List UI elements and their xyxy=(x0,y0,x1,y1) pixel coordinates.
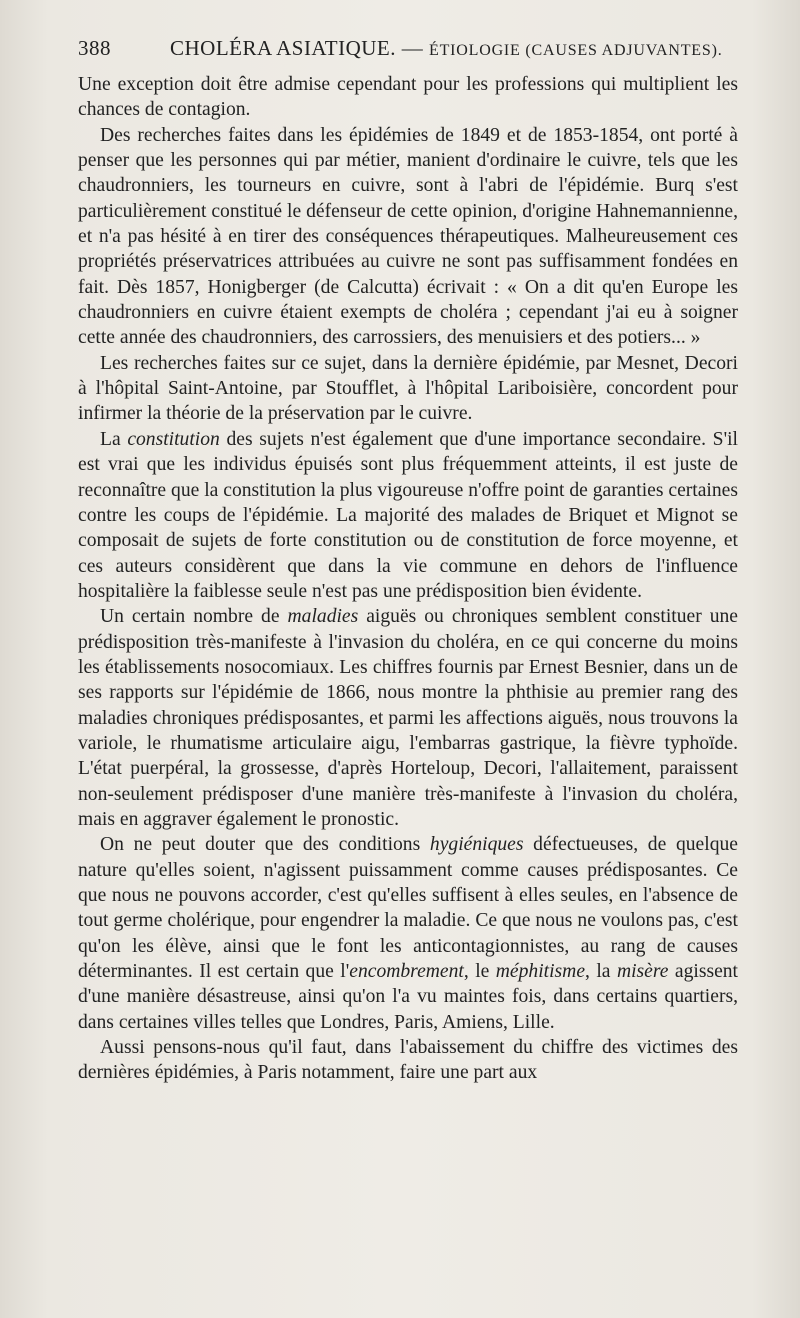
text-run: agissent d'une manière désastreuse, ainsi qu'on l'a vu maintes fois, dans certains quartiers, dans certaines villes telles que Londres, Paris, Amiens, Lille. xyxy=(78,961,739,1033)
italic-term: constitution xyxy=(127,428,220,450)
text-run: La xyxy=(100,428,128,450)
text-run: défectueuses, de quelque nature qu'elles soient, n'agissent puissamment comme causes prédisposantes. Ce que nous ne pouvons accorder, c'est qu'elles suffisent à elles seules, en l'absence de tout germe cholérique, pour engendrer la maladie. Ce que nous ne voulons pas, c'est qu'on les élève, ainsi que le font les anticontagionnistes, au rang de causes déterminantes. Il est certain que l' xyxy=(78,834,738,983)
text-run: Un certain nombre de xyxy=(100,606,288,628)
running-title xyxy=(170,36,723,61)
paragraph xyxy=(78,1035,738,1086)
text-run: Aussi pensons-nous qu'il faut, dans l'abaissement du chiffre des victimes des dernières épidémies, à Paris notamment, faire une part aux xyxy=(78,1037,738,1084)
body-text xyxy=(78,72,738,1086)
italic-term: maladies xyxy=(287,606,359,628)
paragraph xyxy=(78,123,738,351)
italic-term: méphitisme xyxy=(495,961,586,983)
text-run: Des recherches faites dans les épidémies de 1849 et de 1853-1854, ont porté à penser que les personnes qui par métier, manient d'ordinaire le cuivre, tels que les chaudronniers, les tourneurs en cuivre, sont à l'abri de l'épidémie. Burq s'est particulièrement constitué le défenseur de cette opinion, d'origine Hahnemannienne, et n'a pas hésité à en tirer des conséquences thérapeutiques. Malheureusement ces propriétés préservatrices attribuées au cuivre ne sont pas suffisamment fondées en fait. Dès 1857, Honigberger (de Calcutta) écrivait : « On a dit qu'en Europe les chaudronniers en cuivre étaient exempts de choléra ; cependant j'ai eu à soigner cette année des chaudronniers, des carrossiers, des menuisiers et des potiers... » xyxy=(78,124,738,349)
paragraph xyxy=(78,427,738,604)
italic-term: misère xyxy=(616,961,669,983)
italic-term: encombrement xyxy=(349,961,464,983)
text-run: des sujets n'est également que d'une importance secondaire. S'il est vrai que les individus épuisés sont plus fréquemment atteints, il est juste de reconnaître que la constitution la plus vigoureuse n'offre point de garanties certaines contre les coups de l'épidémie. La majorité des malades de Briquet et Mignot se composait de sujets de forte constitution ou de constitution de force moyenne, et ces auteurs considèrent que dans la vie commune en dehors de l'influence hospitalière la faiblesse seule n'est pas une prédisposition bien évidente. xyxy=(78,428,738,602)
text-run: On ne peut douter que des conditions xyxy=(100,834,430,856)
text-run: , la xyxy=(585,961,617,983)
page-number: 388 xyxy=(78,36,111,60)
paragraph xyxy=(78,351,738,427)
paragraph xyxy=(78,604,738,832)
text-run: Les recherches faites sur ce sujet, dans la dernière épidémie, par Mesnet, Decori à l'hôpital Saint-Antoine, par Stoufflet, à l'hôpital Lariboisière, concordent pour infirmer la théorie de la préservation par le cuivre. xyxy=(78,352,738,425)
text-run: , le xyxy=(463,961,496,983)
running-title-main: CHOLÉRA ASIATIQUE. — xyxy=(170,36,430,60)
text-run: Une exception doit être admise cependant pour les professions qui multiplient les chances de contagion. xyxy=(78,74,738,121)
paragraph xyxy=(78,72,738,123)
running-header xyxy=(78,36,736,66)
running-title-section: ÉTIOLOGIE (CAUSES ADJUVANTES). xyxy=(429,42,723,59)
text-run: aiguës ou chroniques semblent constituer une prédisposition très-manifeste à l'invasion du choléra, en ce qui concerne du moins les établissements nosocomiaux. Les chiffres fournis par Ernest Besnier, dans un de ses rapports sur l'épidémie de 1866, nous montre la phthisie au premier rang des maladies chroniques prédisposantes, et parmi les affections aiguës, nous trouvons la variole, le rhumatisme articulaire aigu, l'embarras gastrique, la fièvre typhoïde. L'état puerpéral, la grossesse, d'après Horteloup, Decori, l'allaitement, paraissent non-seulement prédisposer d'une manière très-manifeste à l'invasion du choléra, mais en aggraver également le pronostic. xyxy=(78,606,739,830)
italic-term: hygiéniques xyxy=(429,834,524,856)
paragraph xyxy=(78,832,738,1035)
